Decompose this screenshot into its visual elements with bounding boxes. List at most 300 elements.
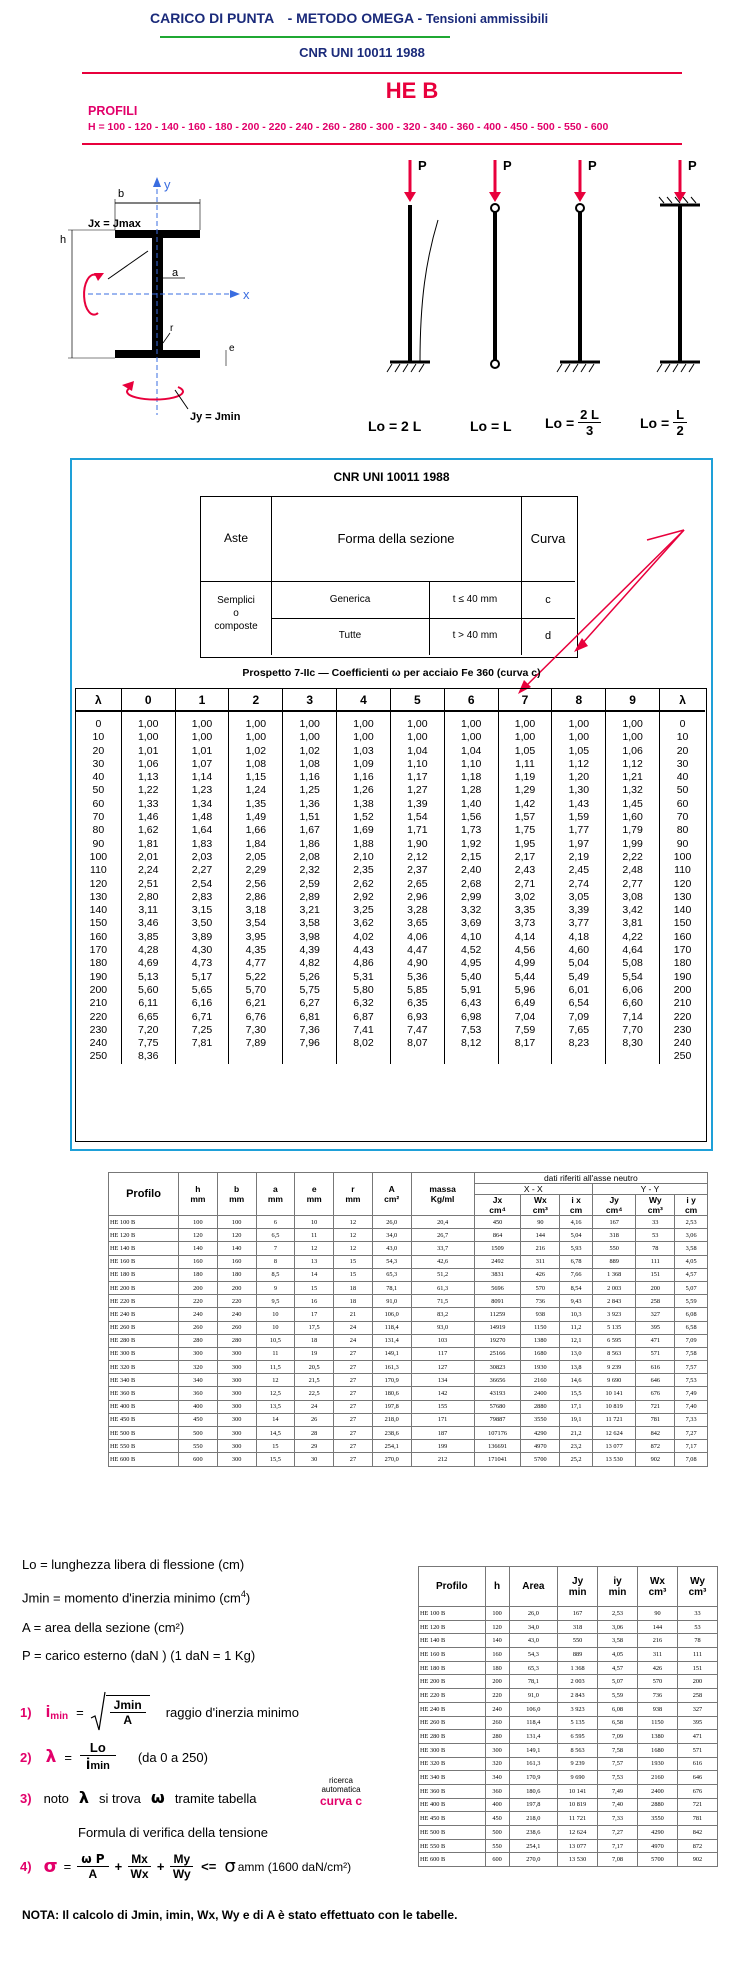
profile-value-cell: 570 (521, 1281, 560, 1294)
omega-lambda-cell: 50 (92, 784, 105, 797)
profile-value-cell: 17,5 (295, 1321, 334, 1334)
summary-value-cell: 2880 (637, 1798, 677, 1812)
omega-value-cell: 1,12 (606, 758, 660, 771)
profile-value-cell: 134 (411, 1374, 474, 1387)
omega-value-cell: 2,96 (390, 891, 444, 904)
lo-2l: Lo = 2 L (368, 418, 422, 434)
legend-lo: Lo = lunghezza libera di flessione (cm) (22, 1557, 245, 1572)
heb-section-diagram (60, 175, 320, 425)
profile-name-cell: HE 220 B (109, 1295, 179, 1308)
omega-value-cell: 5,36 (390, 971, 444, 984)
omega-value-cell: 1,16 (337, 771, 391, 784)
omega-value-cell: 5,04 (552, 957, 606, 970)
profile-value-cell: 4970 (521, 1440, 560, 1453)
omega-value-cell: 3,65 (390, 917, 444, 930)
summary-value-cell: 120 (485, 1620, 509, 1634)
profile-value-cell: 27 (334, 1361, 373, 1374)
frac-my-den: Wy (172, 1867, 191, 1881)
profile-value-cell: 842 (636, 1427, 675, 1440)
summary-table (418, 1566, 718, 1867)
profile-value-cell: 160 (179, 1255, 218, 1268)
profile-value-cell: 26 (295, 1413, 334, 1426)
summary-value-cell: 5700 (637, 1853, 677, 1867)
omega-row (76, 745, 705, 758)
omega-value-cell: 1,00 (444, 731, 498, 744)
th-b: b mm (217, 1173, 256, 1216)
profile-value-cell: 15 (256, 1440, 295, 1453)
summary-value-cell: 7,58 (598, 1743, 638, 1757)
profile-value-cell: 1680 (521, 1347, 560, 1360)
omega-value-cell: 5,60 (121, 984, 175, 997)
summary-value-cell: 53 (677, 1620, 717, 1634)
step1-eq: = (76, 1704, 84, 1720)
profile-value-cell: 13 (295, 1255, 334, 1268)
omega-value-cell (444, 1050, 498, 1063)
profile-value-cell: 12 (334, 1229, 373, 1242)
omega-value-cell: 1,10 (444, 758, 498, 771)
hatch-3 (557, 364, 594, 372)
profile-value-cell: 25,2 (560, 1453, 593, 1466)
omega-value-cell: 1,90 (390, 838, 444, 851)
profile-value-cell: 9 690 (592, 1374, 635, 1387)
profile-value-cell: 300 (179, 1347, 218, 1360)
summary-value-cell: 5 135 (558, 1716, 598, 1730)
summary-value-cell: 3,58 (598, 1634, 638, 1648)
omega-row (76, 798, 705, 811)
omega-value-cell: 1,84 (229, 838, 283, 851)
omega-value-cell: 2,77 (606, 878, 660, 891)
omega-value-cell: 3,89 (175, 931, 229, 944)
summary-value-cell: 218,0 (509, 1812, 558, 1826)
omega-value-cell: 4,77 (229, 957, 283, 970)
omega-row (76, 711, 705, 731)
profile-name-cell: HE 160 B (109, 1255, 179, 1268)
profile-row (109, 1400, 708, 1413)
profile-value-cell: 71,5 (411, 1295, 474, 1308)
profile-value-cell: 12 624 (592, 1427, 635, 1440)
profile-value-cell: 300 (217, 1361, 256, 1374)
omega-value-cell: 1,39 (390, 798, 444, 811)
step2-text: (da 0 a 250) (137, 1749, 208, 1765)
summary-value-cell: 1680 (637, 1743, 677, 1757)
profile-value-cell: 11,5 (256, 1361, 295, 1374)
step2-num: 2) (20, 1749, 32, 1765)
summary-row (419, 1675, 718, 1689)
profile-value-cell: 7,09 (675, 1334, 708, 1347)
omega-value-cell: 6,32 (337, 997, 391, 1010)
profile-value-cell: 171 (411, 1413, 474, 1426)
summary-value-cell: 7,27 (598, 1826, 638, 1840)
omega-value-cell: 1,38 (337, 798, 391, 811)
sqrt-fraction (106, 1695, 150, 1727)
summary-value-cell: 7,49 (598, 1784, 638, 1798)
lo-num-3: 2 L (580, 407, 599, 422)
profile-value-cell: 300 (217, 1387, 256, 1400)
profile-row (109, 1453, 708, 1466)
omega-value-cell: 4,10 (444, 931, 498, 944)
summary-value-cell: 736 (637, 1689, 677, 1703)
profile-row (109, 1295, 708, 1308)
summary-value-cell: 7,57 (598, 1757, 638, 1771)
profile-value-cell: 864 (474, 1229, 521, 1242)
omega-value-cell: 3,50 (175, 917, 229, 930)
omega-value-cell: 2,22 (606, 851, 660, 864)
omega-value-cell: 3,02 (498, 891, 552, 904)
step3-omega: ω (150, 1788, 165, 1807)
omega-th-col: 8 (552, 689, 606, 711)
omega-value-cell: 1,00 (498, 731, 552, 744)
omega-value-cell: 4,64 (606, 944, 660, 957)
summary-name-cell: HE 400 B (419, 1798, 486, 1812)
omega-lambda-cell: 90 (660, 838, 705, 851)
profile-value-cell: 20,4 (411, 1216, 474, 1229)
omega-lambda-cell: 140 (660, 904, 705, 917)
omega-lambda-cell: 0 (660, 711, 705, 731)
omega-lambda-cell: 230 (89, 1023, 108, 1036)
summary-value-cell: 65,3 (509, 1661, 558, 1675)
profile-value-cell: 187 (411, 1427, 474, 1440)
omega-th-col: 7 (498, 689, 552, 711)
profile-value-cell: 8 563 (592, 1347, 635, 1360)
profile-value-cell: 9,43 (560, 1295, 593, 1308)
profile-value-cell: 6,5 (256, 1229, 295, 1242)
summary-value-cell: 7,09 (598, 1730, 638, 1744)
omega-lambda-cell: 100 (89, 850, 108, 863)
omega-th-col: 4 (337, 689, 391, 711)
th-group: dati riferiti all'asse neutro (474, 1173, 707, 1184)
omega-value-cell: 1,36 (283, 798, 337, 811)
profile-value-cell: 151 (636, 1268, 675, 1281)
summary-value-cell: 9 690 (558, 1771, 598, 1785)
omega-lambda-cell: 60 (92, 797, 105, 810)
profile-value-cell: 736 (521, 1295, 560, 1308)
summary-value-cell: 1930 (637, 1757, 677, 1771)
load-p-4: P (688, 158, 697, 173)
omega-value-cell: 7,25 (175, 1024, 229, 1037)
omega-value-cell: 3,08 (606, 891, 660, 904)
profile-value-cell: 13,0 (560, 1347, 593, 1360)
omega-value-cell: 4,60 (552, 944, 606, 957)
jx-label: Jx = Jmax (88, 218, 141, 230)
row-label-1: Semplici (217, 595, 255, 606)
omega-row (76, 1050, 705, 1063)
summary-value-cell: 140 (485, 1634, 509, 1648)
omega-value-cell: 1,69 (337, 824, 391, 837)
omega-value-cell: 1,12 (552, 758, 606, 771)
profile-value-cell: 171041 (474, 1453, 521, 1466)
omega-value-cell: 5,85 (390, 984, 444, 997)
profile-value-cell: 26,7 (411, 1229, 474, 1242)
omega-value-cell: 4,43 (337, 944, 391, 957)
omega-lambda-cell: 240 (89, 1037, 108, 1050)
profile-value-cell: 8,5 (256, 1268, 295, 1281)
profile-row (109, 1440, 708, 1453)
step-1 (20, 1690, 299, 1734)
summary-value-cell: 10 141 (558, 1784, 598, 1798)
omega-row (76, 957, 705, 970)
profile-value-cell: 3550 (521, 1413, 560, 1426)
profile-name-cell: HE 450 B (109, 1413, 179, 1426)
omega-value-cell: 1,05 (498, 745, 552, 758)
profile-value-cell: 17,1 (560, 1400, 593, 1413)
summary-name-cell: HE 280 B (419, 1730, 486, 1744)
omega-value-cell: 2,99 (444, 891, 498, 904)
omega-value-cell: 1,00 (175, 711, 229, 731)
profile-row (109, 1413, 708, 1426)
r-leader (163, 333, 170, 343)
omega-value-cell: 1,81 (121, 838, 175, 851)
profile-value-cell: 27 (334, 1427, 373, 1440)
r-label: r (170, 323, 174, 334)
profile-value-cell: 7,40 (675, 1400, 708, 1413)
omega-value-cell: 1,00 (337, 731, 391, 744)
omega-value-cell: 1,67 (283, 824, 337, 837)
omega-value-cell: 2,59 (283, 878, 337, 891)
omega-value-cell: 5,31 (337, 971, 391, 984)
summary-value-cell: 360 (485, 1784, 509, 1798)
summary-value-cell: 721 (677, 1798, 717, 1812)
profile-value-cell: 20,5 (295, 1361, 334, 1374)
profile-value-cell: 21 (334, 1308, 373, 1321)
summary-value-cell: 270,0 (509, 1853, 558, 1867)
profile-value-cell: 1150 (521, 1321, 560, 1334)
profile-value-cell: 571 (636, 1347, 675, 1360)
summary-value-cell: 34,0 (509, 1620, 558, 1634)
omega-value-cell: 5,91 (444, 984, 498, 997)
omega-value-cell: 1,02 (229, 745, 283, 758)
th-jy: Jy cm⁴ (592, 1195, 635, 1216)
ricerca-automatica (320, 1776, 362, 1808)
profile-value-cell: 220 (179, 1295, 218, 1308)
profile-value-cell: 136691 (474, 1440, 521, 1453)
plus-1: + (114, 1859, 123, 1874)
profile-value-cell: 6,58 (675, 1321, 708, 1334)
omega-value-cell: 2,17 (498, 851, 552, 864)
summary-value-cell: 327 (677, 1702, 717, 1716)
hatch-1 (387, 364, 424, 372)
omega-value-cell: 3,98 (283, 931, 337, 944)
omega-value-cell: 4,99 (498, 957, 552, 970)
profile-value-cell: 450 (474, 1216, 521, 1229)
method-label: - METODO OMEGA - (287, 10, 423, 26)
omega-lambda-cell: 220 (89, 1010, 108, 1023)
omega-value-cell: 5,08 (606, 957, 660, 970)
profile-value-cell: 646 (636, 1374, 675, 1387)
profile-value-cell: 29 (295, 1440, 334, 1453)
omega-th-lambda-right: λ (660, 689, 705, 711)
summary-value-cell: 938 (637, 1702, 677, 1716)
profile-value-cell: 4290 (521, 1427, 560, 1440)
summary-row (419, 1798, 718, 1812)
profile-value-cell: 65,3 (372, 1268, 411, 1281)
profile-value-cell: 4,57 (675, 1268, 708, 1281)
omega-value-cell: 5,40 (444, 971, 498, 984)
omega-th-lambda-left: λ (76, 689, 121, 711)
omega-lambda-cell: 220 (660, 1011, 705, 1024)
omega-value-cell: 1,27 (390, 784, 444, 797)
profile-value-cell: 15 (295, 1281, 334, 1294)
summary-value-cell: 7,53 (598, 1771, 638, 1785)
omega-value-cell: 1,18 (444, 771, 498, 784)
plus-2: + (156, 1859, 165, 1874)
summary-value-cell: 13 077 (558, 1839, 598, 1853)
summary-value-cell: 2 843 (558, 1689, 598, 1703)
profile-value-cell: 2 003 (592, 1281, 635, 1294)
omega-value-cell: 4,47 (390, 944, 444, 957)
profile-value-cell: 21,2 (560, 1427, 593, 1440)
omega-value-cell: 4,82 (283, 957, 337, 970)
profile-name-cell: HE 360 B (109, 1387, 179, 1400)
step3-b: si trova (99, 1791, 141, 1806)
omega-value-cell: 7,20 (121, 1024, 175, 1037)
sigma-amm: σ (224, 1856, 236, 1877)
omega-lambda-cell: 140 (89, 904, 108, 917)
profile-value-cell: 170,9 (372, 1374, 411, 1387)
legend-jmin: Jmin = momento d'inerzia minimo $(cm^4)$ (22, 1589, 251, 1606)
omega-row (76, 931, 705, 944)
profile-value-cell: 889 (592, 1255, 635, 1268)
profile-value-cell: 90 (521, 1216, 560, 1229)
profile-value-cell: 721 (636, 1400, 675, 1413)
summary-value-cell: 118,4 (509, 1716, 558, 1730)
omega-value-cell: 4,14 (498, 931, 552, 944)
omega-value-cell: 1,51 (283, 811, 337, 824)
omega-value-cell: 1,75 (498, 824, 552, 837)
omega-lambda-cell: 10 (92, 731, 105, 744)
omega-lambda-cell: 30 (92, 757, 105, 770)
omega-value-cell: 1,45 (606, 798, 660, 811)
summary-row (419, 1853, 718, 1867)
omega-value-cell: 5,17 (175, 971, 229, 984)
profile-value-cell: 14919 (474, 1321, 521, 1334)
omega-value-cell: 7,41 (337, 1024, 391, 1037)
profile-value-cell: 4,05 (675, 1255, 708, 1268)
sm-th-jy: Jy min (558, 1567, 598, 1607)
omega-value-cell: 1,42 (498, 798, 552, 811)
summary-row (419, 1784, 718, 1798)
summary-value-cell: 13 530 (558, 1853, 598, 1867)
omega-value-cell: 1,52 (337, 811, 391, 824)
profile-value-cell: 10,5 (256, 1334, 295, 1347)
omega-table (76, 689, 705, 1064)
lambda-den: imin (85, 1756, 110, 1773)
summary-value-cell: 320 (485, 1757, 509, 1771)
omega-value-cell: 2,29 (229, 864, 283, 877)
profile-value-cell: 2400 (521, 1387, 560, 1400)
omega-value-cell: 5,75 (283, 984, 337, 997)
profile-value-cell: 320 (179, 1361, 218, 1374)
le-sign: <= (201, 1859, 217, 1874)
omega-value-cell: 1,88 (337, 838, 391, 851)
summary-value-cell: 4970 (637, 1839, 677, 1853)
omega-value-cell: 5,22 (229, 971, 283, 984)
profile-name-cell: HE 200 B (109, 1281, 179, 1294)
omega-value-cell: 2,74 (552, 878, 606, 891)
omega-header-row (76, 689, 705, 711)
omega-value-cell: 3,58 (283, 917, 337, 930)
profile-value-cell: 5,93 (560, 1242, 593, 1255)
omega-value-cell: 1,59 (552, 811, 606, 824)
summary-value-cell: 1150 (637, 1716, 677, 1730)
profile-value-cell: 12,1 (560, 1334, 593, 1347)
profile-value-cell: 149,1 (372, 1347, 411, 1360)
profile-name-cell: HE 240 B (109, 1308, 179, 1321)
profile-value-cell: 13,5 (256, 1400, 295, 1413)
omega-value-cell: 5,54 (606, 971, 660, 984)
profile-value-cell: 300 (217, 1413, 256, 1426)
omega-lambda-cell: 190 (89, 970, 108, 983)
profile-value-cell: 200 (217, 1281, 256, 1294)
profile-value-cell: 11 (295, 1229, 334, 1242)
omega-value-cell: 1,21 (606, 771, 660, 784)
omega-th-col: 2 (229, 689, 283, 711)
omega-lambda-cell: 10 (660, 731, 705, 744)
profile-row (109, 1308, 708, 1321)
step-4 (20, 1852, 351, 1881)
profile-value-cell: 938 (521, 1308, 560, 1321)
omega-value-cell: 3,85 (121, 931, 175, 944)
profile-row (109, 1374, 708, 1387)
omega-value-cell: 3,39 (552, 904, 606, 917)
profile-value-cell: 550 (592, 1242, 635, 1255)
omega-value-cell: 6,06 (606, 984, 660, 997)
profile-value-cell: 197,8 (372, 1400, 411, 1413)
profile-value-cell: 24 (295, 1400, 334, 1413)
omega-value-cell: 1,15 (229, 771, 283, 784)
profile-value-cell: 1380 (521, 1334, 560, 1347)
omega-value-cell: 1,20 (552, 771, 606, 784)
profile-value-cell: 93,0 (411, 1321, 474, 1334)
summary-row (419, 1826, 718, 1840)
profile-value-cell: 127 (411, 1361, 474, 1374)
omega-value-cell: 5,49 (552, 971, 606, 984)
omega-value-cell: 7,81 (175, 1037, 229, 1050)
profile-value-cell: 19270 (474, 1334, 521, 1347)
profile-value-cell: 180 (217, 1268, 256, 1281)
profile-row (109, 1334, 708, 1347)
jy-rotation-arrow (127, 387, 183, 400)
omega-value-cell: 4,39 (283, 944, 337, 957)
lambda-num: Lo (80, 1740, 116, 1756)
omega-value-cell: 7,65 (552, 1024, 606, 1037)
th-ix: i x cm (560, 1195, 593, 1216)
profile-value-cell: 17 (295, 1308, 334, 1321)
column-schemes (360, 150, 720, 450)
buckled-shape-1 (420, 220, 438, 362)
omega-value-cell: 1,97 (552, 838, 606, 851)
profile-value-cell: 7,27 (675, 1427, 708, 1440)
omega-value-cell: 1,79 (606, 824, 660, 837)
profile-value-cell: 120 (179, 1229, 218, 1242)
omega-value-cell: 3,35 (498, 904, 552, 917)
omega-value-cell: 7,75 (121, 1037, 175, 1050)
omega-value-cell: 2,12 (390, 851, 444, 864)
omega-th-col: 1 (175, 689, 229, 711)
row1-cond: t ≤ 40 mm (452, 594, 498, 605)
summary-value-cell: 500 (485, 1826, 509, 1840)
summary-value-cell: 238,6 (509, 1826, 558, 1840)
profile-value-cell: 27 (334, 1347, 373, 1360)
omega-lambda-cell: 130 (89, 890, 108, 903)
profile-value-cell: 30 (295, 1453, 334, 1466)
th-r: r mm (334, 1173, 373, 1216)
summary-name-cell: HE 360 B (419, 1784, 486, 1798)
omega-lambda-cell: 250 (89, 1050, 108, 1063)
profile-value-cell: 6 595 (592, 1334, 635, 1347)
omega-value-cell: 1,00 (229, 731, 283, 744)
profile-value-cell: 200 (636, 1281, 675, 1294)
frac-my-wy (170, 1852, 193, 1881)
